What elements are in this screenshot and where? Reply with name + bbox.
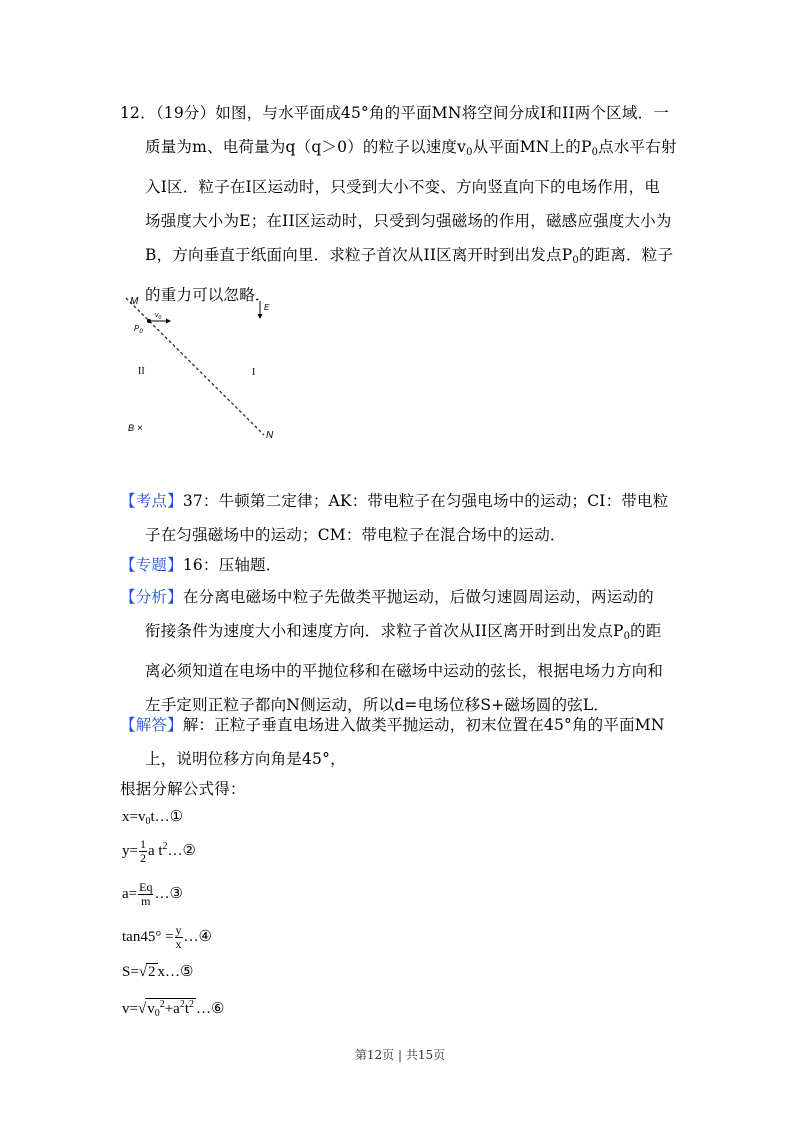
fenxi-line-1: 【分析】在分离电磁场中粒子先做类平抛运动，后做匀速圆周运动，两运动的 [120,588,654,606]
label-m: M [130,296,139,307]
question-block [120,96,690,312]
fenxi-line-3: 离必须知道在电场中的平抛位移和在磁场中运动的弦长，根据电场力方向和 [145,662,664,680]
fenxi-tag: 【分析】 [120,588,183,606]
fraction-eq-over-m: $\frac{Eq}{m}$ [139,880,153,908]
label-v0: $v_0$ [155,312,162,321]
physics-figure [118,288,288,448]
label-b: B [128,423,135,433]
kaodian-line-1: 【考点】37：牛顿第二定律；AK：带电粒子在匀强电场中的运动；CI：带电粒 [120,492,669,510]
jieda-line-1: 【解答】解：正粒子垂直电场进入做类平抛运动，初末位置在45°角的平面MN [120,716,665,734]
equation-4: tan45° = $\frac{y}{x}$ …④ [122,923,212,951]
fenxi-line-4: 左手定则正粒子都向N侧运动，所以d=电场位移S+磁场圆的弦L． [145,696,610,714]
jieda-block [120,708,690,776]
question-line-5: B，方向垂直于纸面向里．求粒子首次从II区离开时到出发点$P_0$的距离．粒子 [145,246,674,266]
page-footer: 第12页 | 共15页 [354,1048,446,1062]
fenxi-block [120,580,690,722]
velocity-arrowhead [166,319,171,324]
equation-5: S=√2 x…⑤ [122,964,194,980]
label-e: E [264,303,270,312]
jieda-tag: 【解答】 [120,716,183,734]
field-e-arrowhead [258,314,263,319]
equation-3: a= $\frac{Eq}{m}$ …③ [122,880,183,908]
label-p0: $P_0$ [134,324,143,335]
equation-6: $v=√v_0^2+a^2t^2$ …⑥ [122,999,225,1019]
magnetic-field-cross-icon: × [137,423,143,434]
equation-1: $x=v_0t\dots ①$ [122,809,184,827]
fraction-y-over-x: $\frac{y}{x}$ [175,923,182,951]
kaodian-tag: 【考点】 [120,492,183,510]
question-line-4: 场强度大小为E；在II区运动时，只受到匀强磁场的作用，磁感应强度大小为 [145,212,672,230]
label-n: N [266,430,274,441]
zhuanti-tag: 【专题】 [120,556,183,574]
question-line-3: 入I区．粒子在I区运动时，只受到大小不变、方向竖直向下的电场作用，电 [145,178,661,196]
jieda-line-2: 上，说明位移方向角是45°， [145,750,346,768]
sqrt-radicand: $v_0^2+a^2t^2$ [147,999,194,1019]
question-line-2: 质量为m、电荷量为q（q＞0）的粒子以速度$v_0$从平面MN上的$P_0$点水平右射 [145,138,677,158]
kaodian-line-2: 子在匀强磁场中的运动；CM：带电粒子在混合场中的运动． [145,526,566,544]
fenxi-line-2: 衔接条件为速度大小和速度方向．求粒子首次从II区离开时到出发点$P_0$的距 [145,622,662,642]
kaodian-block [120,484,690,552]
intro-line: 根据分解公式得： [120,780,246,798]
fraction-half: $\frac{1}{2}$ [139,837,146,865]
zhuanti-block: 【专题】16：压轴题． [120,556,282,574]
question-line-1: 12．（19分）如图，与水平面成45°角的平面MN将空间分成I和II两个区域．一 [120,104,669,122]
label-region-ii: II [138,366,145,377]
question-line-6: 的重力可以忽略． [145,286,271,304]
plane-mn-line [126,298,264,435]
equation-2: y= $\frac{1}{2}$ a $t^2\dots ②$ [122,837,196,865]
label-region-i: I [252,367,256,378]
